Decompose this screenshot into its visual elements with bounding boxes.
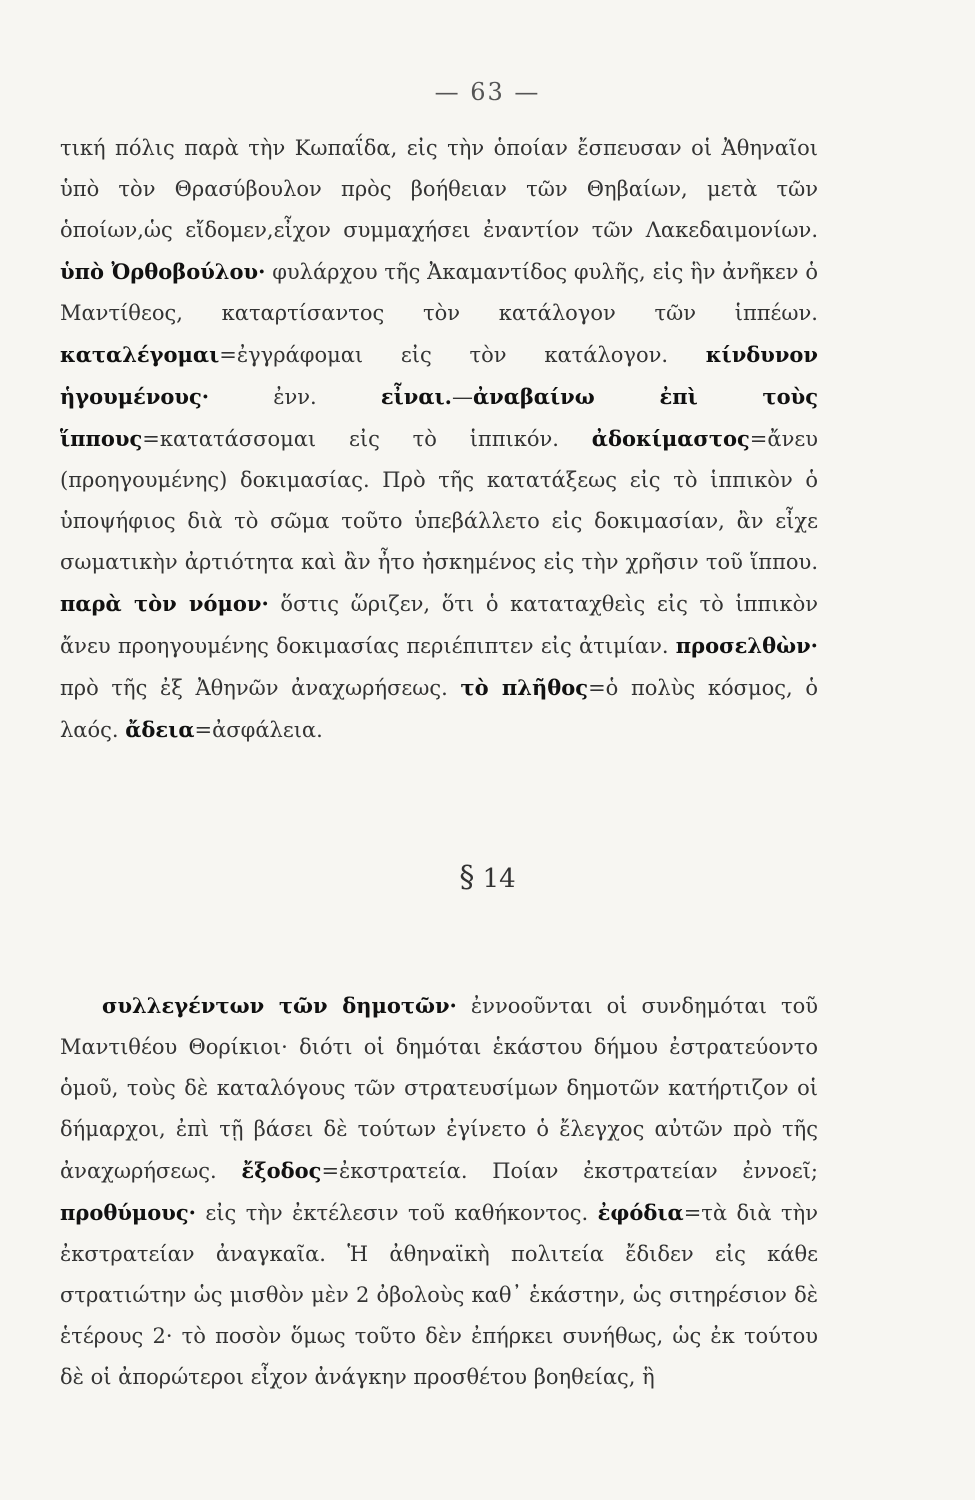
lemma-term: τὸ πλῆθος	[460, 675, 589, 700]
commentary-text: ὅστις ὥριζεν, ὅτι ὁ καταταχθεὶς εἰς τὸ ἱππικὸν ἄνευ προηγουμένης δοκιμασίας περιέπιπτεν εἰς ἀτιμίαν.	[60, 592, 818, 658]
commentary-text: ἐννοοῦνται οἱ συνδημόται τοῦ Μαντιθέου Θορίκιοι· διότι οἱ δημόται ἑκάστου δήμου ἐστρατεύοντο ὁμοῦ, τοὺς δὲ καταλόγους τῶν στρατευσίμων δημοτῶν κατήρτιζον οἱ δήμαρχοι, ἐπὶ τῇ βάσει δὲ τούτων ἐγίνετο ὁ ἔλεγχος αὐτῶν πρὸ τῆς ἀναχωρήσεως.	[60, 994, 818, 1183]
commentary-paragraph-1	[60, 128, 818, 751]
lemma-term: ἔξοδος	[241, 1158, 322, 1183]
commentary-text: τική πόλις παρὰ τὴν Κωπαΐδα, εἰς τὴν ὁποίαν ἔσπευσαν οἱ Ἀθηναῖοι ὑπὸ τὸν Θρασύβουλον πρὸς βοήθειαν τῶν Θηβαίων, μετὰ τῶν ὁποίων,ὡς εἴδομεν,εἶχον συμμαχήσει ἐναντίον τῶν Λακεδαιμονίων.	[60, 136, 818, 242]
section-symbol: §	[459, 860, 475, 895]
section-heading	[0, 860, 975, 895]
section-number: 14	[482, 864, 516, 894]
lemma-term: ἄδεια	[125, 717, 195, 742]
lemma-term: προσελθὼν·	[675, 633, 818, 658]
page-number: — 63 —	[434, 78, 541, 106]
commentary-text: =ἄνευ (προηγουμένης) δοκιμασίας. Πρὸ τῆς κατατάξεως εἰς τὸ ἱππικὸν ὁ ὑποψήφιος διὰ τὸ σῶμα τοῦτο ὑπεβάλλετο εἰς δοκιμασίαν, ἂν εἶχε σωματικὴν ἀρτιότητα καὶ ἂν ἦτο ἠσκημένος εἰς τὴν χρῆσιν τοῦ ἵππου.	[60, 427, 818, 574]
lemma-term: συλλεγέντων τῶν δημοτῶν·	[102, 993, 457, 1018]
commentary-text: πρὸ τῆς ἐξ Ἀθηνῶν ἀναχωρήσεως.	[60, 676, 461, 700]
commentary-text: =ἀσφάλεια.	[194, 718, 323, 742]
lemma-term: ἀδοκίμαστος	[591, 426, 750, 451]
lemma-term: καταλέγομαι	[60, 342, 220, 367]
commentary-text: φυλάρχου τῆς Ἀκαμαντίδος φυλῆς, εἰς ἣν ἀνῆκεν ὁ Μαντίθεος, καταρτίσαντος τὸν κατάλογον τῶν ἱππέων.	[60, 260, 818, 325]
commentary-text: —	[451, 385, 473, 409]
lemma-term: προθύμους·	[60, 1200, 196, 1225]
lemma-term: ὑπὸ Ὀρθοβούλου·	[60, 259, 266, 284]
lemma-term: παρὰ τὸν νόμον·	[60, 591, 269, 616]
commentary-text: =ἐγγράφομαι εἰς τὸν κατάλογον.	[219, 343, 706, 367]
commentary-paragraph-2	[60, 985, 818, 1398]
commentary-text: =κατατάσσομαι εἰς τὸ ἱππικόν.	[142, 427, 592, 451]
lemma-term: ἐφόδια	[597, 1200, 684, 1225]
lemma-term: ἀναβαίνω ἐπὶ τοὺς ἵππους	[60, 384, 819, 451]
commentary-text: εἰς τὴν ἐκτέλεσιν τοῦ καθήκοντος.	[195, 1201, 598, 1225]
lemma-term: κίνδυνον ἡγουμένους·	[60, 342, 818, 409]
commentary-text: =ἐκστρατεία. Ποίαν ἐκστρατείαν ἐννοεῖ;	[321, 1159, 819, 1183]
commentary-text: =τὰ διὰ τὴν ἐκστρατείαν ἀναγκαῖα. Ἡ ἀθηναϊκὴ πολιτεία ἔδιδεν εἰς κάθε στρατιώτην ὡς μισθὸν μὲν 2 ὀβολοὺς καθ᾿ ἑκάστην, ὡς σιτηρέσιον δὲ ἑτέρους 2· τὸ ποσὸν ὅμως τοῦτο δὲν ἐπήρκει συνήθως, ὡς ἐκ τούτου δὲ οἱ ἀπορώτεροι εἶχον ἀνάγκην προσθέτου βοηθείας, ἣ	[60, 1201, 818, 1389]
commentary-text: ἐνν.	[209, 385, 381, 409]
lemma-term: εἶναι.	[380, 384, 452, 409]
commentary-text: =ὁ πολὺς κόσμος, ὁ λαός.	[60, 676, 818, 742]
